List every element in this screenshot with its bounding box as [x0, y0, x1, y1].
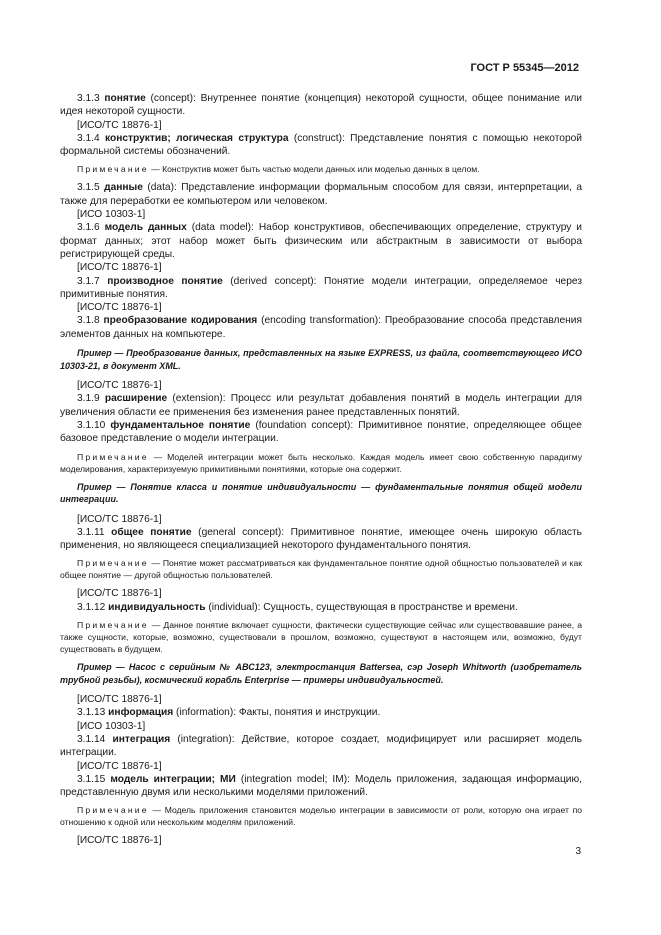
note-label: Примечание [77, 164, 149, 175]
note-label: Примечание [77, 620, 149, 631]
definition-entry [60, 392, 582, 419]
definition-number: 3.1.10 [77, 419, 106, 431]
document-body [60, 92, 582, 848]
example-paragraph: Пример — Понятие класса и понятие индивидуальности — фундаментальные понятия общей модели интеграции. [60, 481, 582, 505]
definition-number: 3.1.3 [77, 93, 100, 104]
note-paragraph [60, 557, 582, 581]
note-paragraph [60, 163, 582, 175]
definition-number: 3.1.5 [77, 182, 100, 194]
definition-text: (encoding transformation): Преобразование способа представления элементов данных на компьютере. [60, 315, 582, 340]
source-reference: [ИСО/ТС 18876-1] [77, 588, 162, 600]
definition-text: (integration model; IM): Модель приложения, задающая информацию, представленную двумя или несколькими моделями приложений. [60, 773, 582, 799]
definition-number: 3.1.6 [77, 222, 100, 234]
definition-entry [60, 733, 582, 760]
definition-term: общее понятие [111, 526, 192, 538]
definition-entry [60, 92, 582, 119]
definition-text: (derived concept): Понятие модели интеграции, определяемое через примитивные понятия. [60, 275, 582, 300]
note-text: — Модель приложения становится моделью интеграции в зависимости от роли, которую она играет по отношению к одной или нескольким моделям приложений. [60, 805, 582, 828]
definition-entry [60, 419, 582, 446]
definition-text: (general concept): Примитивное понятие, имеющее очень широкую область применения, но являющееся специализацией некоторого фундаментального понятия. [60, 526, 582, 552]
definition-term: данные [104, 182, 143, 194]
definition-entry [60, 706, 582, 719]
definition-term: индивидуальность [108, 601, 206, 613]
source-reference: [ИСО/ТС 18876-1] [77, 760, 162, 772]
note-label: Примечание [77, 805, 149, 816]
document-header: ГОСТ Р 55345—2012 [470, 62, 579, 74]
note-text: — Конструктив может быть частью модели данных или моделью данных в целом. [148, 164, 480, 175]
definition-text: (concept): Внутреннее понятие (концепция) некоторой сущности, общее понимание или идея некоторой сущности. [60, 93, 582, 118]
definition-entry [60, 275, 582, 302]
definition-text: (construct): Представление понятия с помощью некоторой формальной системы обозначений. [60, 132, 582, 158]
definition-term: информация [108, 707, 174, 719]
definition-term: интеграция [112, 733, 171, 745]
definition-entry [60, 221, 582, 261]
definition-term: преобразование кодирования [103, 315, 258, 327]
definition-entry [60, 773, 582, 800]
source-reference: [ИСО 10303-1] [77, 720, 146, 732]
source-reference: [ИСО/ТС 18876-1] [77, 380, 162, 392]
source-reference: [ИСО/ТС 18876-1] [77, 119, 162, 131]
definition-text: (information): Факты, понятия и инструкции. [173, 707, 381, 719]
definition-term: производное понятие [107, 275, 223, 287]
note-text: — Моделей интеграции может быть несколько. Каждая модель имеет свою собственную парадигму моделирования, характеризуемую примитивными понятиями, которые она содержит. [60, 451, 582, 474]
definition-number: 3.1.7 [77, 275, 100, 287]
definition-text: (integration): Действие, которое создает, модифицирует или расширяет модель интеграции. [60, 733, 582, 759]
definition-entry [60, 314, 582, 341]
note-text: — Данное понятие включает сущности, фактически существующие сейчас или существовавшие ранее, а также сущности, которые, возможно, существовали в прошлом, возможно, существуют в настоящем или, возможно, будут существовать в будущем. [60, 620, 582, 655]
definition-term: расширение [104, 393, 168, 405]
note-label: Примечание [77, 451, 149, 462]
definition-text: (individual): Сущность, существующая в пространстве и времени. [205, 601, 518, 613]
note-text: — Понятие может рассматриваться как фундаментальное понятие одной общностью пользователей и как общее понятие — другой общностью пользователей. [60, 558, 582, 581]
source-reference: [ИСО 10303-1] [77, 209, 146, 221]
definition-number: 3.1.15 [77, 773, 106, 785]
definition-term: понятие [104, 93, 146, 104]
source-reference: [ИСО/ТС 18876-1] [77, 302, 162, 314]
definition-number: 3.1.14 [77, 733, 106, 745]
source-reference: [ИСО/ТС 18876-1] [77, 835, 162, 847]
source-reference: [ИСО/ТС 18876-1] [77, 262, 162, 274]
definition-term: модель данных [104, 222, 187, 234]
definition-number: 3.1.11 [77, 526, 105, 538]
definition-number: 3.1.4 [77, 132, 100, 144]
definition-text: (data model): Набор конструктивов, обеспечивающих определение, структуру и формат данных; этот набор может быть физическим или абстрактным в зависимости от выбора регистрирующей среды. [60, 222, 582, 260]
definition-entry [60, 601, 582, 614]
definition-entry [60, 526, 582, 553]
definition-text: (foundation concept): Примитивное понятие, определяющее общее базовое представление о модели интеграции. [60, 419, 582, 445]
definition-term: конструктив; логическая структура [105, 132, 289, 144]
example-paragraph: Пример — Преобразование данных, представленных на языке EXPRESS, из файла, соответствующего ИСО 10303-21, в документ XML. [60, 348, 582, 371]
example-paragraph: Пример — Насос с серийным № АВС123, электростанция Battersea, сэр Joseph Whitworth (изобретатель трубной резьбы), космический корабль Enterprise — примеры индивидуальностей. [60, 662, 582, 685]
definition-text: (extension): Процесс или результат добавления понятий в модель интеграции для увеличения области ее применения без изменения ранее представленных понятий. [60, 393, 582, 418]
note-label: Примечание [77, 558, 149, 569]
note-paragraph [60, 804, 582, 828]
source-reference: [ИСО/ТС 18876-1] [77, 513, 162, 525]
definition-number: 3.1.8 [77, 315, 100, 327]
definition-term: модель интеграции; МИ [110, 773, 236, 785]
definition-number: 3.1.12 [77, 601, 106, 613]
note-paragraph [60, 619, 582, 655]
source-reference: [ИСО/ТС 18876-1] [77, 694, 162, 706]
page-number: 3 [575, 846, 581, 857]
definition-text: (data): Представление информации формальным способом для связи, интерпретации, а также для переработки ее компьютером или человеком. [60, 182, 582, 207]
note-paragraph [60, 451, 582, 475]
definition-entry [60, 132, 582, 159]
definition-number: 3.1.13 [77, 707, 106, 719]
definition-number: 3.1.9 [77, 393, 100, 405]
definition-term: фундаментальное понятие [110, 419, 251, 431]
definition-entry [60, 181, 582, 208]
